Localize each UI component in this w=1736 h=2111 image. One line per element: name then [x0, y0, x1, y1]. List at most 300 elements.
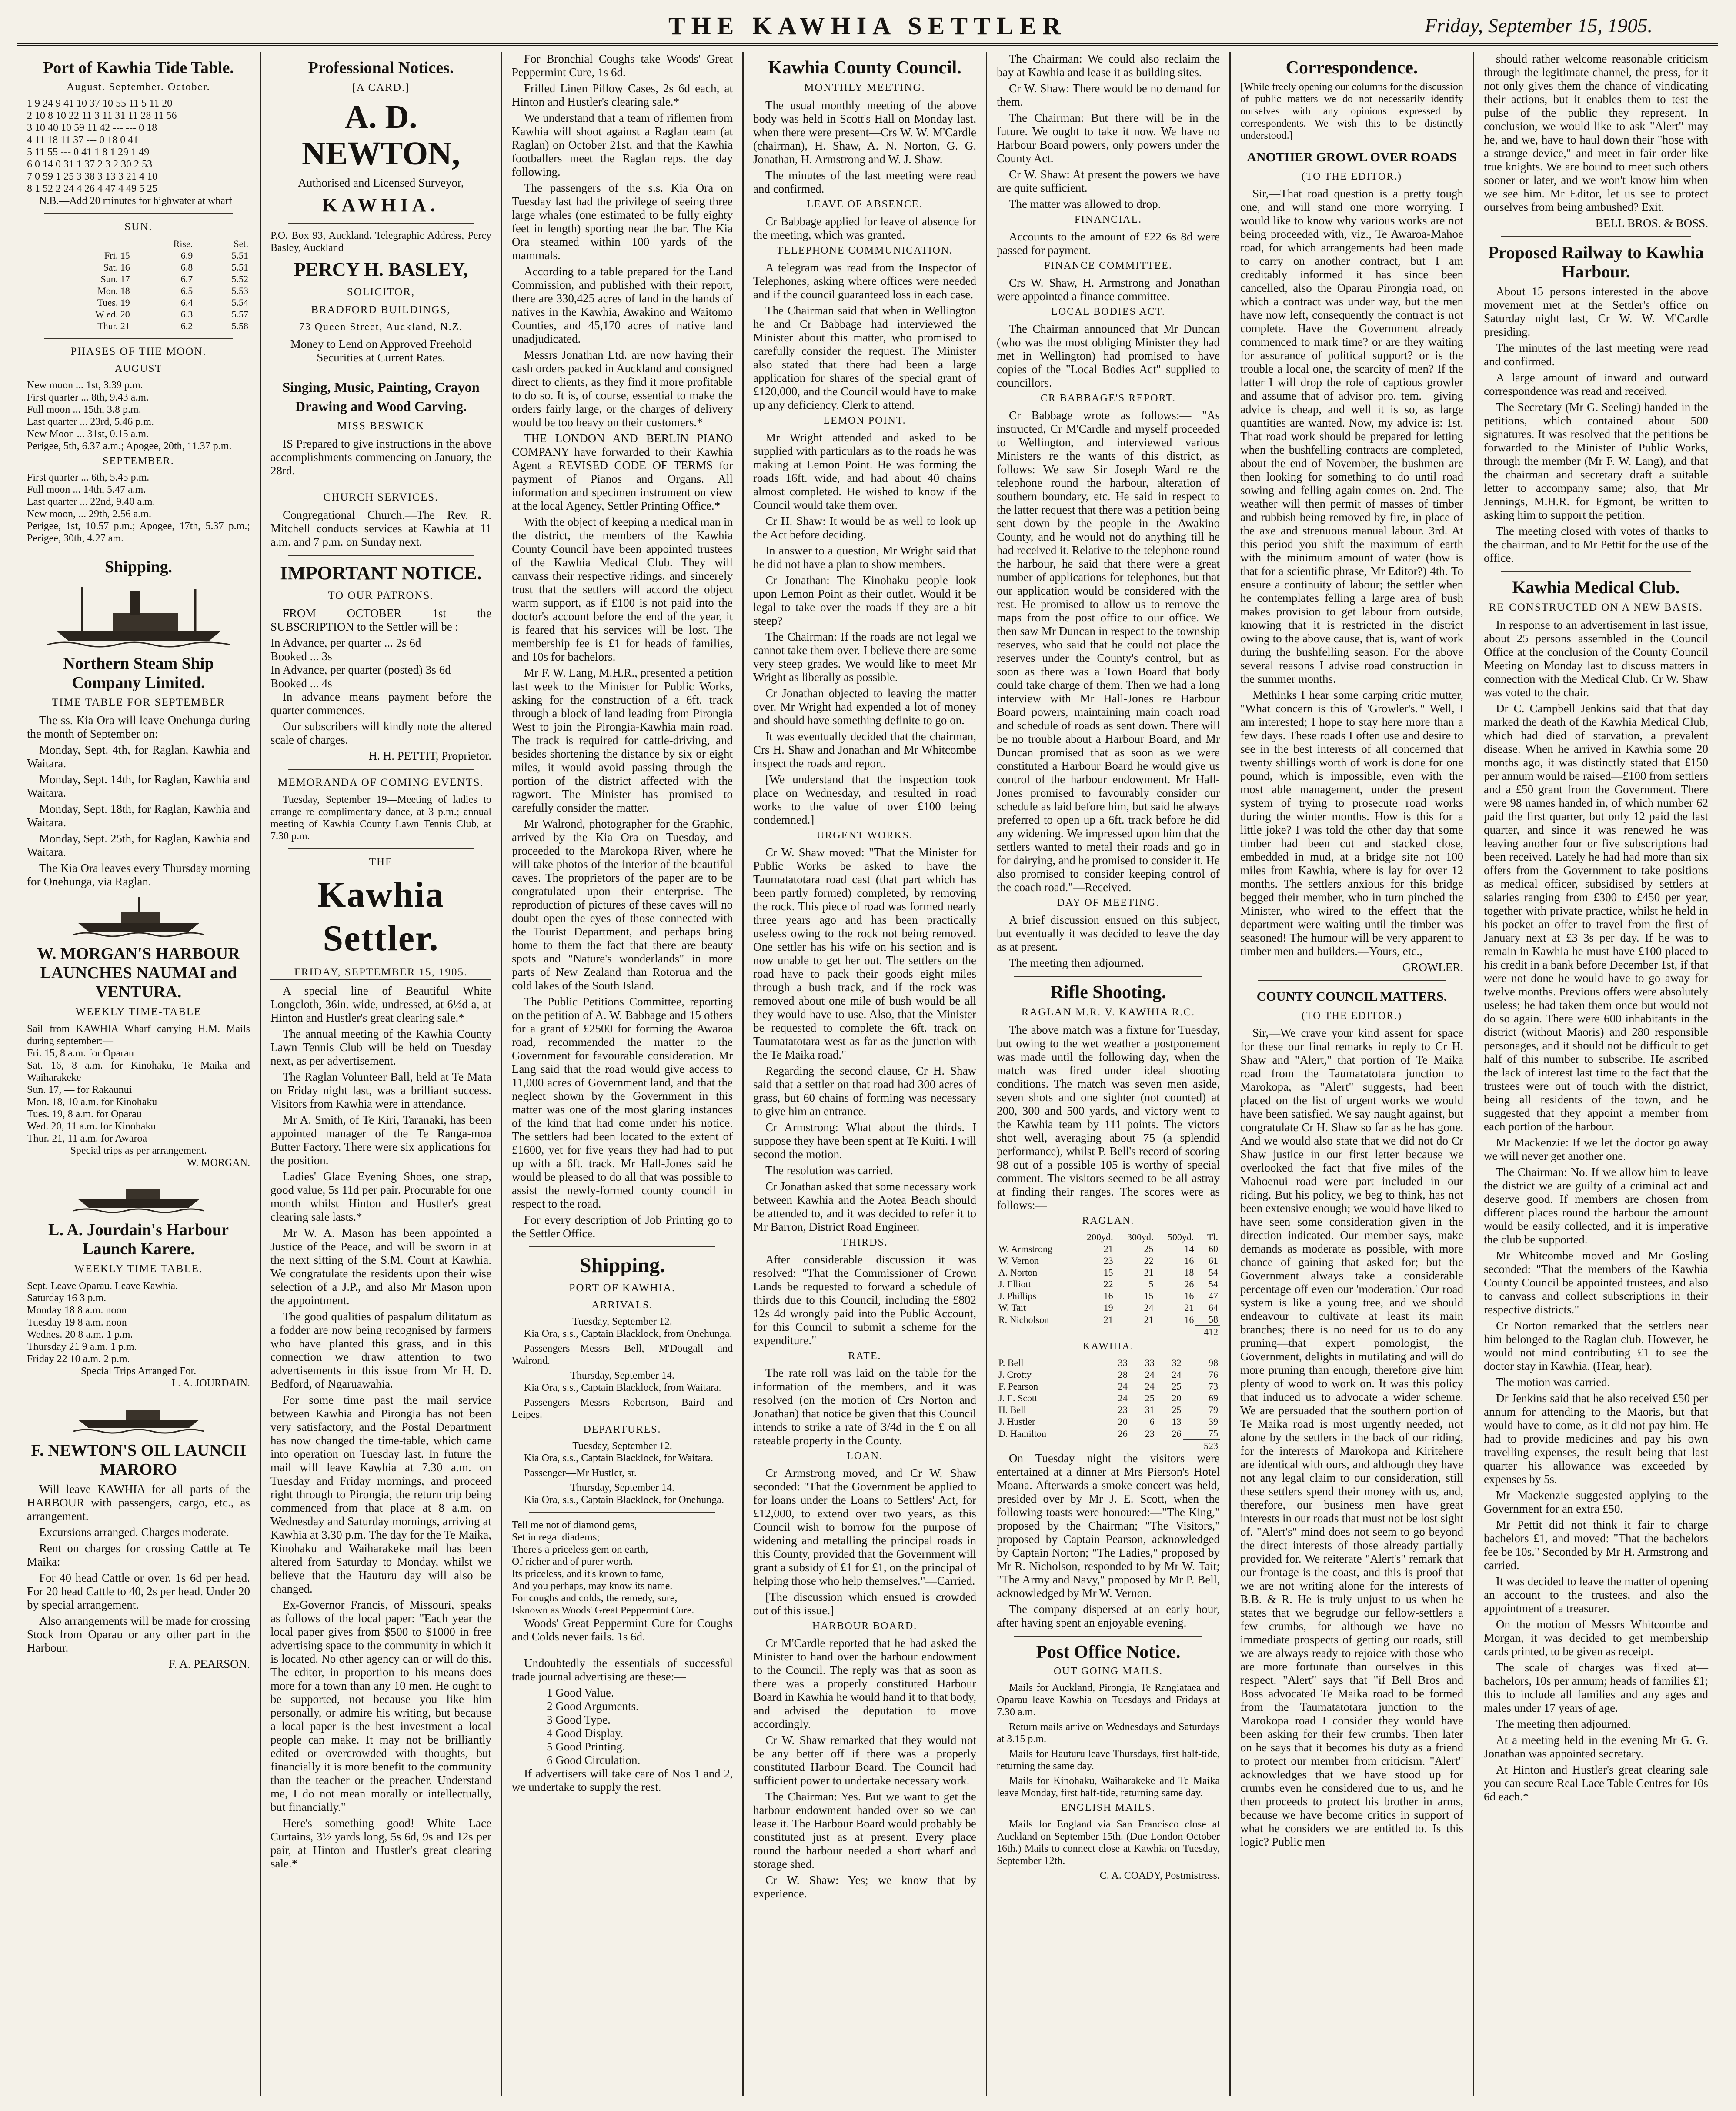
sun-rise: 6.4 — [180, 297, 193, 308]
sun-day: Fri. 15 — [104, 250, 130, 261]
raglan-score-table — [997, 1231, 1220, 1338]
shooter-name: J. Crotty — [998, 1369, 1032, 1380]
ns-paragraph: The ss. Kia Ora will leave Onehunga during the month of September on:— — [27, 714, 250, 740]
shooter-name: J. E. Scott — [998, 1393, 1038, 1403]
tide-row: 6 0 14 0 31 1 37 2 3 2 30 2 53 — [27, 159, 152, 170]
column-6 — [1231, 52, 1474, 2096]
score-cell: 23 — [1118, 1404, 1128, 1415]
rifle-paragraph: On Tuesday night the visitors were entertained at a dinner at Mrs Pierson's Hotel Moana. Afterwards a smoke concert was held, presided over by Mr J. E. Scott, when the following toasts were honoured:—"The King," proposed by the Chairman; "The Visitors," proposed by Captain Pearson, acknowledged by Captain Norton; "The Ladies," proposed by Mr R. Nicholson, responded to by Mr W. Tait; "The Army and Navy," proposed by Mr P. Bell, acknowledged by Mr W. Vernon. — [997, 1452, 1220, 1600]
council-paragraph: Cr Jonathan: The Kinohaku people look upon Lemon Point as their outlet. Would it be legal to take over the roads if they are a bit steep? — [753, 574, 976, 627]
letter-signature: GROWLER. — [1402, 961, 1463, 974]
council-subhead: HARBOUR BOARD. — [812, 1620, 918, 1632]
essentials-item: 5 Good Printing. — [547, 1740, 625, 1753]
northern-steamship-title: Northern Steam Ship Company Limited. — [63, 655, 214, 692]
sun-set: 5.51 — [231, 262, 248, 273]
score-cell: 22 — [1144, 1255, 1154, 1266]
news-paragraph: The good qualities of paspalum dilitatum as a fodder are now being recognised by farmers who have planted this grass, and in this connection we draw attention to two advertisements in this issue from Mr H. D. Bedford, of Ngaruawahia. — [270, 1310, 491, 1390]
masthead — [17, 9, 1718, 46]
news-paragraph: Mr A. Smith, of Te Kiri, Taranaki, has been appointed manager of the Te Ranga-moa Butter Factory. There were six applications for the position. — [270, 1113, 491, 1167]
jourdain-row: Monday 18 8 a.m. noon — [27, 1305, 127, 1316]
newton-paragraph: For 40 head Cattle or over, 1s 6d per head. For 20 head Cattle to 40, 2s per head. Under 20 by special arrangement. — [27, 1571, 250, 1611]
score-cell: 23 — [1145, 1428, 1155, 1439]
news-paragraph: For every description of Job Printing go to the Settler Office. — [512, 1213, 733, 1240]
notice-line: In Advance, per quarter (posted) 3s 6d — [270, 663, 451, 676]
score-cell: 58 — [1209, 1314, 1218, 1325]
solicitor-address: P.O. Box 93, Auckland. Telegraphic Address, Percy Basley, Auckland — [270, 230, 491, 254]
score-cell: 24 — [1118, 1381, 1128, 1392]
rifle-paragraph: The company dispersed at an early hour, after having spent an enjoyable evening. — [997, 1603, 1220, 1629]
solicitor-name: PERCY H. BASLEY, — [294, 259, 468, 280]
score-cell: 20 — [1172, 1393, 1182, 1403]
council-subhead: URGENT WORKS. — [816, 830, 913, 841]
score-cell: 32 — [1172, 1357, 1182, 1368]
moon-row: First quarter ... 8th, 9.43 a.m. — [27, 392, 149, 403]
council-paragraph: Cr W. Shaw: At present the powers we have are quite sufficient. — [997, 168, 1220, 194]
news-paragraph: Mr Walrond, photographer for the Graphic, arrived by the Kia Ora on Tuesday, and proceeded to the Marokopa River, where he will take photos of the interior of the beautiful caves. The proprietors of the paper are to be congratulated upon their enterprise. The reproduction of pictures of these caves will no doubt open the eyes of those connected with the Tourist Department, and perhaps bring home to them the fact that there are beauty spots and "Nature's wonderlands" in more parts of New Zealand than Rotorua and the cold lakes of the South Island. — [512, 817, 733, 992]
score-cell: 15 — [1103, 1267, 1113, 1278]
news-paragraph: A special line of Beautiful White Longcloth, 36in. wide, undressed, at 6½d a, at Hinton and Hustler's great clearing sale.* — [270, 984, 491, 1024]
news-paragraph: Mr F. W. Lang, M.H.R., presented a petition last week to the Minister for Public Works, asking for the construction of a 6ft. track through a block of land leading from Pirongia West to join the Pirongia-Kawhia main road. The track is required for cattle-driving, and besides shortening the distance by six or eight miles, it would avoid passing through the portion of the district affected with the ragwort. The Minister has promised to carefully consider the matter. — [512, 666, 733, 814]
shooter-name: J. Elliott — [998, 1279, 1031, 1289]
council-subhead: LEAVE OF ABSENCE. — [807, 199, 923, 210]
news-paragraph: Ex-Governor Francis, of Missouri, speaks as follows of the local paper: "Each year the local paper gives from $500 to $1000 in free advertising space to the community in which it is located. No other agency can or will do this. The editor, in proportion to his means does more for a town than any 10 men. He ought to be supported, not because you like him personally, or admire his writing, but because a local paper is the best investment a local people can make. It may not be brilliantly edited or overcrowded with thoughts, but financially it is more benefit to the community than the teacher or the preacher. Understand me, I do not mean morally or intellectually, but financially." — [270, 1598, 491, 1814]
railway-paragraph: The Secretary (Mr G. Seeling) handed in the petitions, which contained about 500 signatures. It was resolved that the petitions be forwarded to the Minister of Public Works, through the member (Mr F. W. Lang), and that the chairman and secretary draft a suitable letter to accompany same; also, that Mr Jennings, M.H.R. for Egmont, be written to asking him to support the petition. — [1484, 401, 1708, 521]
divider — [1501, 571, 1691, 572]
score-cell: 20 — [1118, 1416, 1128, 1427]
column-2 — [261, 52, 502, 2096]
sun-rise: 6.8 — [180, 262, 193, 273]
council-paragraph: [The discussion which ensued is crowded out of this issue.] — [753, 1590, 976, 1617]
ns-paragraph: Monday, Sept. 4th, for Raglan, Kawhia and Waitara. — [27, 743, 250, 770]
score-cell: 21 — [1103, 1314, 1113, 1325]
shooter-name: W. Tait — [998, 1302, 1026, 1313]
club-paragraph: On the motion of Messrs Whitcombe and Morgan, it was decided to get membership cards printed, to be given as receipt. — [1484, 1618, 1708, 1658]
correspondence-disclaimer: [While freely opening our columns for the discussion of public matters we do not necessarily identify ourselves with any opinions expressed by correspondents. We wish this to be distinctly understood.] — [1240, 81, 1463, 141]
sun-set: 5.58 — [231, 321, 248, 331]
departure-line: Passenger—Mr Hustler, sr. — [524, 1467, 637, 1479]
paper-the: THE — [369, 856, 393, 868]
score-cell: 79 — [1209, 1404, 1218, 1415]
sun-table — [27, 238, 250, 332]
jourdain-row: Sept. Leave Oparau. Leave Kawhia. — [27, 1280, 178, 1292]
moon-title: PHASES OF THE MOON. — [70, 346, 207, 357]
surveyor-town: KAWHIA. — [322, 194, 440, 216]
morgan-row: Thur. 21, 11 a.m. for Awaroa — [27, 1133, 147, 1144]
poem-line: There's a priceless gem on earth, — [512, 1544, 648, 1555]
divider — [288, 555, 474, 556]
solicitor-money: Money to Lend on Approved Freehold Securities at Current Rates. — [290, 337, 472, 364]
score-cell: 33 — [1118, 1357, 1128, 1368]
morgan-launches-title: W. MORGAN'S HARBOUR LAUNCHES NAUMAI and VENTURA. — [37, 945, 240, 1001]
sun-rise: 6.2 — [180, 321, 193, 331]
essentials-list — [512, 1686, 733, 1767]
morgan-row: Sun. 17, — for Rakaunui — [27, 1084, 132, 1096]
sun-row — [27, 261, 250, 273]
council-heading: Kawhia County Council. — [768, 58, 961, 78]
jourdain-title: L. A. Jourdain's Harbour Launch Karere. — [48, 1221, 229, 1258]
score-row — [997, 1427, 1220, 1440]
score-row — [997, 1243, 1220, 1255]
essentials-item: 2 Good Arguments. — [547, 1700, 639, 1713]
score-cell: 76 — [1209, 1369, 1218, 1380]
news-paragraph: The annual meeting of the Kawhia County Lawn Tennis Club will be held on Tuesday next, as per advertisement. — [270, 1027, 491, 1067]
jourdain-row: Tuesday 19 8 a.m. noon — [27, 1317, 127, 1328]
notice-line: Our subscribers will kindly note the altered scale of charges. — [270, 720, 491, 746]
moon-row: New moon ... 1st, 3.39 p.m. — [27, 380, 143, 391]
news-paragraph: The passengers of the s.s. Kia Ora on Tuesday last had the privilege of seeing three large whales (one estimated to be fully eighty feet in length) sporting near the bar. The Kia Ora steamed within 100 yards of the mammals. — [512, 181, 733, 262]
newton-paragraph: Will leave KAWHIA for all parts of the HARBOUR with passengers, cargo, etc., as arrangement. — [27, 1483, 250, 1523]
arrival-line: Kia Ora, s.s., Captain Blacklock, from Waitara. — [524, 1382, 721, 1393]
northern-timetable-sub: TIME TABLE FOR SEPTEMBER — [51, 697, 226, 708]
professional-notices-heading: Professional Notices. — [308, 59, 454, 77]
council-paragraph: [We understand that the inspection took place on Wednesday, and resulted in road works to the value of over £100 being condemned.] — [753, 773, 976, 826]
score-cell: 26 — [1172, 1428, 1182, 1439]
poem-line: Tell me not of diamond gems, — [512, 1520, 637, 1531]
notice-heading: IMPORTANT NOTICE. — [280, 562, 482, 584]
rifle-heading: Rifle Shooting. — [1050, 982, 1166, 1002]
tide-row: 3 10 40 10 59 11 42 --- --- 0 18 — [27, 122, 157, 134]
paper-masthead-title: THE KAWHIA SETTLER — [668, 12, 1067, 40]
church-text: Congregational Church.—The Rev. R. Mitchell conducts services at Kawhia at 11 a.m. and 7 p.m. on Sunday next. — [270, 508, 491, 548]
score-cell: 6 — [1149, 1416, 1155, 1427]
sun-day: Tues. 19 — [97, 297, 130, 308]
council-subhead: LEMON POINT. — [823, 415, 906, 426]
morgan-row: Special trips as per arrangement. — [70, 1145, 207, 1156]
score-cell: 73 — [1209, 1381, 1218, 1392]
card-label: [A CARD.] — [352, 82, 410, 94]
score-cell: 13 — [1172, 1416, 1182, 1427]
moon-row: Full moon ... 15th, 3.8 p.m. — [27, 404, 141, 415]
council-paragraph: The Chairman: But there will be in the future. We ought to take it now. We have no Harbour Board powers, only powers under the County Act. — [997, 111, 1220, 165]
divider — [288, 769, 474, 770]
tide-row: 1 9 24 9 41 10 37 10 55 11 5 11 20 — [27, 98, 173, 109]
score-row — [997, 1392, 1220, 1404]
moon-august: AUGUST — [114, 363, 163, 374]
score-col-head: 300yd. — [1127, 1232, 1154, 1243]
newton-paragraph: Rent on charges for crossing Cattle at Te Maika:— — [27, 1542, 250, 1568]
railway-paragraph: A large amount of inward and outward correspondence was read and received. — [1484, 371, 1708, 397]
score-cell: 21 — [1103, 1243, 1113, 1254]
news-paragraph: According to a table prepared for the Land Commission, and published with their report, there are 330,425 acres of land in the hands of natives in the Kawhia, Awakino and Waitomo Counties, and 45,170 acres of native land unadjudicated. — [512, 265, 733, 345]
sun-title: SUN. — [124, 221, 153, 233]
moon-row: New moon, ... 29th, 2.56 a.m. — [27, 508, 151, 520]
score-cell: 54 — [1209, 1267, 1218, 1278]
club-paragraph: Mr Mackenzie: If we let the doctor go away we will never get another one. — [1484, 1136, 1708, 1162]
council-paragraph: It was eventually decided that the chairman, Crs H. Shaw and Jonathan and Mr Whitcombe inspect the roads and report. — [753, 730, 976, 770]
council-paragraph: A telegram was read from the Inspector of Telephones, asking where offices were needed and if the council guaranteed loss in each case. — [753, 261, 976, 301]
jourdain-row: Special Trips Arranged For. — [80, 1366, 197, 1377]
notice-signature: H. H. PETTIT, Proprietor. — [368, 749, 491, 762]
council-subhead: CR BABBAGE'S REPORT. — [1040, 393, 1176, 404]
divider — [288, 848, 474, 849]
letter-paragraph: should rather welcome reasonable criticism through the legitimate channel, the press, for it not only gives them the chance of vindicating their actions, but it enables them to test the pulse of the public they represent. In conclusion, we would like to ask "Alert" may he, and we, have to haul down their "hose with a strange device," and meet in fair order like true knights. We are bound to meet such others sooner or later, and we won't know him when we see him. Mr Editor, let us see to protect ourselves from being ambushed? Exit. — [1484, 52, 1708, 214]
club-paragraph: In response to an advertisement in last issue, about 25 persons assembled in the Council Office at the conclusion of the County Council Meeting on Monday last to discuss matters in connection with the Medical Club. Cr W. Shaw was voted to the chair. — [1484, 618, 1708, 699]
ns-paragraph: The Kia Ora leaves every Thursday morning for Onehunga, via Raglan. — [27, 862, 250, 888]
news-paragraph: THE LONDON AND BERLIN PIANO COMPANY have forwarded to their Kawhia Agent a REVISED CODE OF TERMS for payment of Pianos and Organs. All information and specimen instrument on view at the local Agency, Settler Printing Office.* — [512, 432, 733, 512]
shooter-name: R. Nicholson — [998, 1314, 1049, 1325]
council-subhead: DAY OF MEETING. — [1057, 897, 1160, 909]
shooter-name: W. Armstrong — [998, 1243, 1052, 1254]
news-paragraph: For some time past the mail service between Kawhia and Pirongia has not been very satisfactory, and the Postal Department has now changed the time-table, which came into operation on Tuesday last. In future the mail will leave Kawhia at 7.30 a.m. on Tuesday and Friday mornings, and proceed right through to Pirongia, the return trip being commenced from that place at 8 a.m. on Wednesday and Saturday mornings, arriving at Kawhia at 3.30 p.m. The day for the Te Maika, Kinohaku and Waiharakeke mail has been altered from Saturday to Monday, whilst we believe that the Hauturu day will also be changed. — [270, 1393, 491, 1595]
poem-line: Of richer and of purer worth. — [512, 1556, 633, 1567]
church-heading: CHURCH SERVICES. — [323, 491, 439, 503]
morgan-row: Wed. 20, 11 a.m. for Kinohaku — [27, 1121, 156, 1132]
columns — [17, 52, 1718, 2096]
council-paragraph: Cr Armstrong: What about the thirds. I suppose they have been spent at Te Kuiti. I will second the motion. — [753, 1121, 976, 1161]
tide-table — [27, 97, 250, 195]
essentials-item: 3 Good Type. — [547, 1713, 611, 1726]
letter-paragraph: Methinks I hear some carping critic mutter, "What concern is this of 'Growler's.'" Well, I am interested; I hope to stay here more than a few days. These roads I often use and desire to see in the best interests of all concerned that twenty shillings worth of work is done for one pound, which is impossible, even with the most able management, under the present system of trying to prosecute road works during the winter months. How is this for a little joke? I was told the other day that some timber had been cut and stacked close, embedded in mud, at a bridge site not 100 miles from Kawhia, where is lay for over 12 months. The settlers anxious for this bridge begged their member, who in turn pinched the Minister, who wired to the effect that the department were waiting until the timber was seasoned! The humour will be very apparent to timber men and builders.—Yours, etc., — [1240, 688, 1463, 958]
score-cell: 15 — [1144, 1290, 1154, 1301]
score-cell: 16 — [1184, 1314, 1194, 1325]
council-paragraph: Cr W. Shaw: Yes; we know that by experience. — [753, 1874, 976, 1900]
score-col-head: 200yd. — [1087, 1232, 1113, 1243]
essentials-closing: If advertisers will take care of Nos 1 and 2, we undertake to supply the rest. — [512, 1767, 733, 1794]
council-paragraph: The Chairman: Yes. But we want to get the harbour endowment handed over so we can lease it. The Harbour Board would probably be constituted just as at present. Every place round the harbour needed a short wharf and storage shed. — [753, 1790, 976, 1871]
moon-row: Full moon ... 14th, 5.47 a.m. — [27, 484, 146, 495]
jourdain-timetable-sub: WEEKLY TIME TABLE. — [74, 1263, 203, 1275]
club-paragraph: Cr Norton remarked that the settlers near him belonged to the Raglan club. However, he would not mind contributing £1 to see the doctor stay in Kawhia. (Hear, hear). — [1484, 1319, 1708, 1373]
column-7 — [1474, 52, 1718, 2096]
arrivals-heading: ARRIVALS. — [591, 1299, 653, 1311]
shipping-heading: Shipping. — [579, 1254, 665, 1277]
woods-ad: Woods' Great Peppermint Cure for Coughs and Colds never fails. 1s 6d. — [512, 1617, 733, 1643]
post-office-heading: Post Office Notice. — [1036, 1642, 1181, 1662]
council-paragraph: Cr W. Shaw: There would be no demand for them. — [997, 82, 1220, 108]
club-paragraph: At a meeting held in the evening Mr G. G. Jonathan was appointed secretary. — [1484, 1734, 1708, 1760]
council-paragraph: After considerable discussion it was resolved: "That the Commissioner of Crown Lands be requested to forward a schedule of thirds due to this Council, including the £802 12s 4d wrongly paid into the Public Account, for this Council to submit a scheme for the expenditure." — [753, 1253, 976, 1347]
post-office-line: Return mails arrive on Wednesdays and Saturdays at 3.15 p.m. — [997, 1721, 1220, 1745]
tide-row: 2 10 8 10 22 11 3 11 31 11 28 11 56 — [27, 110, 177, 121]
sun-set: 5.57 — [231, 309, 248, 320]
column-5 — [987, 52, 1231, 2096]
jourdain-row: Saturday 16 3 p.m. — [27, 1293, 106, 1304]
council-paragraph: Accounts to the amount of £22 6s 8d were passed for payment. — [997, 230, 1220, 257]
score-cell: 22 — [1103, 1279, 1113, 1289]
score-row — [997, 1278, 1220, 1290]
council-paragraph: The Chairman said that when in Wellington he and Cr Babbage had interviewed the Minister about this matter, who promised to carefully consider the request. The Minister also stated that there had been a large application for shares of the special grant of £120,000, and the Council would have to make up any deficiency. Clerk to attend. — [753, 304, 976, 411]
score-row — [997, 1369, 1220, 1380]
council-paragraph: The Chairman: If the roads are not legal we cannot take them over. I believe there are some very steep grades. We would like to meet Mr Wright as liberally as possible. — [753, 630, 976, 684]
score-cell: 21 — [1144, 1314, 1154, 1325]
score-cell: 26 — [1118, 1428, 1128, 1439]
to-editor: (TO THE EDITOR.) — [1301, 1010, 1402, 1022]
departure-line: Thursday, September 14. — [570, 1482, 674, 1493]
medical-club-sub: RE-CONSTRUCTED ON A NEW BASIS. — [1489, 601, 1703, 613]
issue-date: Friday, September 15, 1905. — [1425, 14, 1653, 37]
growl-heading: ANOTHER GROWL OVER ROADS — [1247, 150, 1457, 164]
moon-row: Perigee, 5th, 6.37 a.m.; Apogee, 20th, 11.37 p.m. — [27, 441, 232, 452]
tide-row: 8 1 52 2 24 4 26 4 47 4 49 5 25 — [27, 183, 157, 194]
council-paragraph: Regarding the second clause, Cr H. Shaw said that a settler on that road had 300 acres of grass, but 60 chains of forming was necessary to give him an entrance. — [753, 1064, 976, 1118]
news-paragraph: Here's something good! White Lace Curtains, 3½ yards long, 5s 6d, 9s and 12s per pair, at Hinton and Hustler's great clearing sale.* — [270, 1817, 491, 1870]
tide-table-title: Port of Kawhia Tide Table. — [43, 59, 234, 77]
council-paragraph: The matter was allowed to drop. — [1009, 197, 1161, 210]
score-row — [997, 1302, 1220, 1313]
divider — [44, 338, 233, 339]
poem-line: Its priceless, and it's known to fame, — [512, 1568, 664, 1580]
club-paragraph: Dr C. Campbell Jenkins said that that day marked the death of the Kawhia Medical Club, which had died of starvation, a prevalent disease. When he arrived in Kawhia some 20 months ago, it was distinctly stated that £150 per annum would be raised—£100 from settlers and a £50 grant from the Government. There were 98 names handed in, of which number 62 paid the first quarter, but only 12 paid the last quarter, and since it was renewed he was leaving another four or five subscriptions had been received. Lately he had had more than six offers from the Government to take positions as medical officer, subsidised by settlers at salaries ranging from £300 to £450 per year, together with private practice, whilst he held in his pocket an offer to travel from the first of January next at £3 3s per day. If he was to remain in Kawhia he must have £100 placed to his credit in a bank before December 1st, if that were not done he would have to go away for twelve months. Previous offers were absolutely useless; he had taken them once but would not do so again. There were 600 inhabitants in the district (without Maoris) and 280 responsible personages, and it should not be difficult to get half of this number to subscribe. He ascribed the lack of interest last time to the fact that the trustees were out of touch with the district, being all residents of the town, and he suggested that they appoint a member from each portion of the harbour. — [1484, 702, 1708, 1133]
essentials-item: 4 Good Display. — [547, 1727, 623, 1740]
notice-line: In advance means payment before the quarter commences. — [270, 690, 491, 717]
council-paragraph: Cr Armstrong moved, and Cr W. Shaw seconded: "That the Government be applied to for loans under the Loans to Settlers' Act, for £12,000, to extend over two years, as this Council wish to borrow for the purpose of widening and metalling the principal roads in this County, provided that the Government will grant a subsidy of £1 for £1, on the principal of helping those who help themselves."—Carried. — [753, 1466, 976, 1587]
council-subhead: RATE. — [848, 1350, 881, 1362]
divider — [529, 1246, 715, 1247]
post-office-sub: OUT GOING MAILS. — [1054, 1666, 1163, 1677]
solicitor-title: SOLICITOR, — [347, 286, 415, 298]
railway-heading: Proposed Railway to Kawhia Harbour. — [1488, 243, 1704, 281]
sun-row — [27, 250, 250, 261]
departure-line: Tuesday, September 12. — [572, 1440, 672, 1452]
sun-col-head: Rise. — [173, 238, 193, 249]
sun-day: Sun. 17 — [100, 274, 130, 284]
tide-row: 7 0 59 1 25 3 38 3 13 3 21 4 10 — [27, 171, 157, 182]
sun-rise: 6.9 — [180, 250, 193, 261]
poem-line: For coughs and colds, the remedy, sure, — [512, 1593, 678, 1604]
divider — [44, 213, 233, 214]
railway-paragraph: The meeting closed with votes of thanks to the chairman, and to Mr Pettit for the use of the office. — [1484, 524, 1708, 564]
council-paragraph: Cr Babbage wrote as follows:— "As instructed, Cr M'Cardle and myself proceeded to Wellington, and interviewed various Ministers re the wants of this district, as follows: We saw Sir Joseph Ward re the telephone round the harbour, alteration of southern boundary, etc. He said in respect to the latter request that there was a petition being sent down by the people in the Awakino County, and he would not do anything till he had received it. Relative to the telephone round the harbour, he said that there were a great number of applications for telephones, but that our application would be considered with the rest. He promised to allow us to remove the maps from the post office to our office. We then saw Mr Duncan in respect to the township reserves, who said that he could not place the reserves under the County's control, but as soon as there was a Town Board that body could take charge of them. Then we had a long interview with Mr Hall-Jones re Harbour Board powers, maintaining main coach road and schedule of roads as sent down. There will be no trouble about a Harbour Board, and Mr Duncan promised that as soon as we were constituted a Harbour Board he would give us control of the harbour endowment. Mr Hall-Jones promised to favourably consider our schedule as laid before him, but said he always preferred to open up a 6ft. track before he did any widening. We impressed upon him that the settlers wanted to metal their roads and go in for dairying, and he promised to consider it. He also promised to consider keeping control of the coach road."—Received. — [997, 409, 1220, 894]
arrival-line: Passengers—Messrs Bell, M'Dougall and Walrond. — [512, 1343, 733, 1366]
club-paragraph: The meeting then adjourned. — [1496, 1717, 1631, 1730]
divider — [1501, 236, 1691, 237]
score-cell: 16 — [1103, 1290, 1113, 1301]
post-office-line: Mails for Hauturu leave Thursdays, first half-tide, returning the same day. — [997, 1748, 1220, 1772]
essentials-item: 6 Good Circulation. — [547, 1754, 641, 1767]
score-cell: 24 — [1144, 1302, 1154, 1313]
score-cell: 31 — [1145, 1404, 1155, 1415]
morgan-row: Mon. 18, 10 a.m. for Kinohaku — [27, 1096, 157, 1108]
score-cell: 14 — [1184, 1243, 1194, 1254]
launch-illustration — [73, 1175, 204, 1214]
arrival-line: Thursday, September 14. — [570, 1370, 674, 1381]
club-paragraph: Mr Pettit did not think it fair to charge bachelors £1, and moved: "That the bachelors fee be 10s." Seconded by Mr H. Armstrong and carried. — [1484, 1518, 1708, 1572]
railway-paragraph: The minutes of the last meeting were read and confirmed. — [1484, 341, 1708, 368]
news-paragraph: Ladies' Glace Evening Shoes, one strap, good value, 5s 11d per pair. Procurable for one month whilst Hinton and Hustler's great clearing sale lasts.* — [270, 1170, 491, 1223]
newton-paragraph: Also arrangements will be made for crossing Stock from Oparau or any other part in the Harbour. — [27, 1614, 250, 1654]
score-col-head: Tl. — [1207, 1232, 1218, 1243]
score-cell: 64 — [1209, 1302, 1218, 1313]
news-paragraph: Messrs Jonathan Ltd. are now having their cash orders packed in Auckland and consigned direct to clients, as they find it more profitable to do so. It is, of course, essential to make the orders fairly large, or the charges of delivery would be too heavy on their customers.* — [512, 348, 733, 429]
score-row — [997, 1416, 1220, 1427]
music-teacher: MISS BESWICK — [337, 420, 425, 432]
essentials-text: Undoubtedly the essentials of successful trade journal advertising are these:— — [512, 1657, 733, 1683]
council-paragraph: A brief discussion ensued on this subject, but eventually it was decided to leave the day as at present. — [997, 913, 1220, 953]
shooter-name: P. Bell — [998, 1357, 1024, 1368]
to-editor: (TO THE EDITOR.) — [1301, 171, 1402, 182]
sun-row — [27, 273, 250, 285]
score-cell: 28 — [1118, 1369, 1128, 1380]
surveyor-name: A. D. NEWTON, — [302, 99, 460, 172]
council-paragraph: The meeting then adjourned. — [1009, 956, 1144, 969]
poem-line: Set in regal diadems; — [512, 1532, 600, 1543]
memoranda-text: Tuesday, September 19—Meeting of ladies to arrange re complimentary dance, at 3 p.m.; annual meeting of Kawhia County Lawn Tennis Club, at 7.30 p.m. — [270, 794, 491, 842]
score-cell: 16 — [1184, 1290, 1194, 1301]
club-paragraph: It was decided to leave the matter of opening an account to the trustees, and also the appointment of a treasurer. — [1484, 1575, 1708, 1615]
news-paragraph: Mr W. A. Mason has been appointed a Justice of the Peace, and will be sworn in at the next sitting of the S.M. Court at Kawhia. We congratulate the residents upon their wise selection of a J.P., and also Mr Mason upon the appointment. — [270, 1226, 491, 1307]
shooter-name: W. Vernon — [998, 1255, 1039, 1266]
news-paragraph: Frilled Linen Pillow Cases, 2s 6d each, at Hinton and Hustler's clearing sale.* — [512, 82, 733, 108]
music-text: IS Prepared to give instructions in the above accomplishments commencing on January, the 28rd. — [270, 437, 491, 477]
council-subhead: LOCAL BODIES ACT. — [1051, 306, 1165, 317]
kawhia-total: 523 — [1183, 1440, 1220, 1452]
newton-launch-title: F. NEWTON'S OIL LAUNCH MARORO — [31, 1441, 246, 1479]
score-cell: 24 — [1145, 1369, 1155, 1380]
score-cell: 54 — [1209, 1279, 1218, 1289]
paper-title: Kawhia Settler. — [317, 875, 445, 959]
club-paragraph: At Hinton and Hustler's great clearing sale you can secure Real Lace Table Centres for 10s 6d each.* — [1484, 1763, 1708, 1803]
club-paragraph: The motion was carried. — [1496, 1376, 1610, 1389]
notice-line: Booked ... 3s — [270, 650, 332, 663]
newton-signature: F. A. PEARSON. — [168, 1657, 250, 1670]
raglan-total: 412 — [1195, 1326, 1220, 1338]
morgan-row: Sat. 16, 8 a.m. for Kinohaku, Te Maika and Waiharakeke — [27, 1060, 250, 1083]
council-paragraph: The Chairman announced that Mr Duncan (who was the most obliging Minister they had met in Wellington) had promised to have copies of the "Local Bodies Act" supplied to councillors. — [997, 322, 1220, 389]
notice-line: In Advance, per quarter ... 2s 6d — [270, 636, 421, 649]
council-subhead: LOAN. — [847, 1450, 883, 1462]
council-paragraph: The usual monthly meeting of the above body was held in Scott's Hall on Monday last, when there were present—Crs W. W. M'Cardle (chairman), H. Shaw, A. N. Norton, G. G. Jonathan, H. Armstrong and W. J. Shaw. — [753, 99, 976, 166]
score-cell: 23 — [1103, 1255, 1113, 1266]
score-cell: 47 — [1209, 1290, 1218, 1301]
news-paragraph: The Raglan Volunteer Ball, held at Te Mata on Friday night last, was a brilliant success. Visitors from Kawhia were in attendance. — [270, 1070, 491, 1110]
letter-paragraph: Sir,—We crave your kind assent for space for these our final remarks in reply to Cr H. Shaw and "Alert," that portion of Te Maika road from the Taumatatotara junction to Marokopa, as "Alert" suggests, had been placed on the list of urgent works we would have been satisfied. We say naught against, but congratulate Cr H. Shaw so far as he has gone. And we would also state that we did not do Cr Shaw justice in our first letter because we overlooked the fact that five miles of the Mahoenui road were part included in our riding. But his policy, we beg to think, has not been extensive enough; we would have liked to have seen some consideration given in the direction indicated. Our member says, make demands as moderate as possible, with more chance of gaining that asked for; but the Government always take a considerable percentage off even our 'moderation.' Our road system is like a young tree, and we should endeavour to cultivate at least its main branches; there is no need for us to do any pruning—that expert pomologist, the Government, delights in mutilating and will do more pruning than enough, therefore give him plenty of wood to work on. It was this policy that induced us to advocate a wider scheme. We are persuaded that the southern portion of Te Maika road is most urgently needed, not alone by the settlers in the back of our riding, for the interests of Marokopa and Kiritehere are identical with ours, and although they have not any legal claim to our consideration, still these settlers spend their money with us, and, therefore, our business men have great interests in our roads that must not be lost sight of. "Alert's" mind does not seem to go beyond the direct interests of those already partially provided for. We reiterate "Alert's" remark that our frontage is the coast, and this is proof that we are not writing alone for the interests of B.B. & R. He is truly unjust to us when he states that we begrudge our fellow-settlers a few crumbs, for although we have no immediate prospects of getting our roads, still we are always ready to rejoice with those who are more fortunate than ourselves in this respect. "Alert" says that "if Bell Bros and Boss advocated Te Maika road to be formed from the Taumatatotara junction to the Marokopa road I consider they would have been asking for their few crumbs. Then later on he says that it becomes his duty as a friend to protect our member from criticism. "Alert" acknowledges that we have stood up for crumbs even he considered due to us, and he then proceeds to protect his brother in arms, because we have become critics in support of what he considers we are entitled to. Is this logic? Public men — [1240, 1026, 1463, 1848]
shipping-heading: Shipping. — [104, 558, 173, 576]
score-row — [997, 1380, 1220, 1392]
launch-illustration — [73, 1396, 204, 1435]
sun-set: 5.51 — [231, 250, 248, 261]
council-paragraph: The minutes of the last meeting were read and confirmed. — [753, 169, 976, 195]
morgan-row: Fri. 15, 8 a.m. for Oparau — [27, 1048, 134, 1059]
raglan-heading: RAGLAN. — [1082, 1215, 1135, 1226]
medical-club-heading: Kawhia Medical Club. — [1512, 578, 1680, 597]
sun-set: 5.52 — [231, 274, 248, 284]
column-4 — [744, 52, 987, 2096]
sun-rise: 6.3 — [180, 309, 193, 320]
sun-set: 5.53 — [231, 285, 248, 296]
post-office-line: Mails for Kinohaku, Waiharakeke and Te Maika leave Monday, first half-tide, returning same day. — [997, 1775, 1220, 1799]
railway-paragraph: About 15 persons interested in the above movement met at the Settler's office on Saturday night last, Cr W. W. M'Cardle presiding. — [1484, 285, 1708, 338]
letter-paragraph: Sir,—That road question is a pretty tough one, and will stand one more worrying. I would like to know why various works are not being proceeded with, viz., Te Awaroa-Mahoe road, for which arrangements had been made to carry on another contract, but I am creditably informed it has since been cancelled, also the Oparau Pirongia road, on which a contract was under way, but the men have now left, consequently the contract is not complete. Have the Government already commenced to mark time? or are they waiting for assurance of political support? or is the trouble a local one, the scarcity of men? If the latter I will drop the role of captious growler and assume that of advisor pro. tem.—giving advice is cheap, and well it is so, as large quantities are wanted. Now, my advice is: 1st. That road work should be prepared for letting when the bushfelling contracts are completed, about the end of November, the bushmen are then looking for something to do until road sowing and felling again comes on. 2nd. The weather will then permit of masses of timber and rubbish being removed by fire, in place of the axe and strenuous manual labour. 3rd. At this period you shift the maximum of earth with the minimum amount of water (how is that for a scientific phrase, Mr Editor?) 4th. To ensure a continuity of labour; the settler when he contemplates felling a large area of bush makes provision to get labour from outside, knowing that it is restricted in the district owing to the above cause, that is, want of work during the bushfelling season. For the above several reasons I advise road construction in the summer months. — [1240, 187, 1463, 685]
arrival-line: Tuesday, September 12. — [572, 1316, 672, 1327]
surveyor-title: Authorised and Licensed Surveyor, — [298, 176, 464, 189]
arrival-line: Kia Ora, s.s., Captain Blacklock, from Onehunga. — [524, 1328, 732, 1339]
sun-row — [27, 285, 250, 297]
divider — [1014, 1636, 1202, 1637]
sun-row — [27, 308, 250, 320]
ns-paragraph: Monday, Sept. 18th, for Raglan, Kawhia and Waitara. — [27, 802, 250, 829]
score-cell: 25 — [1172, 1381, 1182, 1392]
sun-set: 5.54 — [231, 297, 248, 308]
council-paragraph: The resolution was carried. — [765, 1164, 893, 1177]
score-cell: 18 — [1184, 1267, 1194, 1278]
shooter-name: A. Norton — [998, 1267, 1038, 1278]
council-subhead: TELEPHONE COMMUNICATION. — [776, 245, 953, 256]
score-row — [997, 1255, 1220, 1266]
council-paragraph: The Chairman: We could also reclaim the bay at Kawhia and lease it as building sites. — [997, 52, 1220, 79]
music-heading: Singing, Music, Painting, Crayon Drawing and Wood Carving. — [282, 379, 480, 414]
kawhia-heading: KAWHIA. — [1082, 1341, 1134, 1352]
moon-row: Last quarter ... 22nd, 9.40 a.m. — [27, 496, 155, 508]
council-paragraph: Crs W. Shaw, H. Armstrong and Jonathan were appointed a finance committee. — [997, 276, 1220, 303]
score-col-head — [997, 1231, 1075, 1243]
jourdain-row: Wednes. 20 8 a.m. 1 p.m. — [27, 1329, 133, 1340]
jourdain-signature: L. A. JOURDAIN. — [171, 1378, 250, 1389]
launch-illustration — [73, 895, 204, 938]
notice-line: Booked ... 4s — [270, 677, 332, 690]
score-cell: 5 — [1148, 1279, 1154, 1289]
sun-col-head — [27, 238, 132, 250]
club-paragraph: The scale of charges was fixed at—bachelors, 10s per annum; heads of families £1; this to include all families and any ages and males under 17 years of age. — [1484, 1661, 1708, 1714]
